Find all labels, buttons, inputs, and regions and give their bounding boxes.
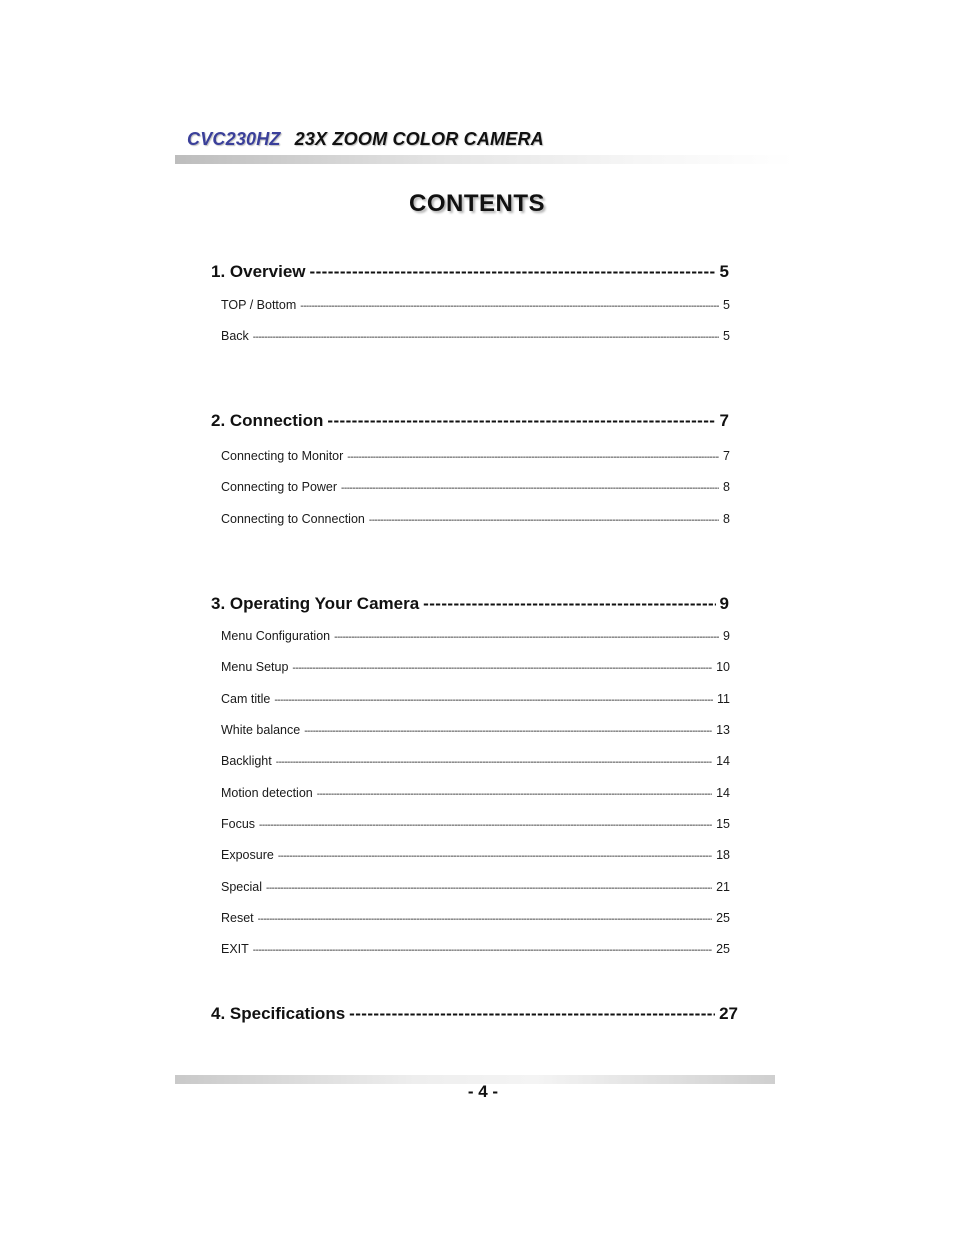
toc-section-overview [211, 262, 729, 282]
toc-item [221, 692, 730, 706]
toc-item-page: 7 [723, 449, 730, 463]
toc-section-label: 4. Specifications [211, 1004, 346, 1023]
page-title: CONTENTS [409, 190, 545, 217]
toc-item [221, 329, 730, 343]
toc-item-page: 14 [716, 754, 730, 768]
toc-leader [304, 726, 712, 737]
toc-item-page: 13 [716, 723, 730, 737]
toc-section-connection [211, 411, 729, 431]
toc-leader [317, 789, 712, 800]
toc-item [221, 942, 730, 956]
toc-item-label: TOP / Bottom [221, 298, 297, 312]
toc-leader [259, 820, 712, 831]
toc-item-label: Connecting to Monitor [221, 449, 344, 463]
document-header [187, 129, 544, 150]
toc-item-page: 15 [716, 817, 730, 831]
page-number: - 4 - [467, 1082, 499, 1101]
toc-section-label: 2. Connection [211, 411, 324, 430]
toc-item-page: 25 [716, 942, 730, 956]
toc-item [221, 629, 730, 643]
toc-item [221, 817, 730, 831]
toc-item-page: 21 [716, 880, 730, 894]
toc-item-label: Menu Configuration [221, 629, 331, 643]
toc-item [221, 449, 730, 463]
toc-item-label: Focus [221, 817, 256, 831]
toc-item-label: EXIT [221, 942, 249, 956]
toc-item-label: Back [221, 329, 249, 343]
toc-item-label: Connecting to Connection [221, 512, 365, 526]
toc-leader [274, 695, 713, 706]
toc-item [221, 660, 730, 674]
toc-item [221, 911, 730, 925]
toc-leader [423, 594, 715, 614]
toc-leader [369, 515, 719, 526]
toc-leader [276, 757, 712, 768]
toc-item-label: Exposure [221, 848, 274, 862]
toc-section-page: 7 [719, 411, 729, 430]
product-name: 23X ZOOM COLOR CAMERA [294, 129, 544, 149]
toc-item-label: Motion detection [221, 786, 313, 800]
toc-leader [334, 632, 719, 643]
toc-section-label: 1. Overview [211, 262, 306, 281]
toc-item-page: 8 [723, 480, 730, 494]
toc-leader [349, 1004, 715, 1024]
toc-item [221, 786, 730, 800]
toc-item-label: Connecting to Power [221, 480, 338, 494]
toc-item [221, 298, 730, 312]
toc-item [221, 723, 730, 737]
toc-item-page: 14 [716, 786, 730, 800]
toc-item-page: 18 [716, 848, 730, 862]
toc-item-page: 9 [723, 629, 730, 643]
toc-section-page: 27 [719, 1004, 738, 1023]
toc-section-page: 5 [719, 262, 729, 281]
toc-item-label: Cam title [221, 692, 271, 706]
toc-leader [292, 663, 712, 674]
toc-section-specifications [211, 1004, 738, 1024]
toc-item [221, 754, 730, 768]
toc-item-page: 10 [716, 660, 730, 674]
toc-item-label: White balance [221, 723, 301, 737]
toc-leader [253, 332, 719, 343]
toc-item-label: Menu Setup [221, 660, 289, 674]
header-rule [175, 155, 795, 164]
toc-section-page: 9 [719, 594, 729, 613]
toc-leader [253, 945, 712, 956]
toc-item-label: Special [221, 880, 262, 894]
toc-item [221, 512, 730, 526]
toc-leader [266, 883, 712, 894]
toc-item [221, 848, 730, 862]
toc-section-operating [211, 594, 729, 614]
toc-leader [347, 452, 719, 463]
toc-item [221, 480, 730, 494]
toc-section-label: 3. Operating Your Camera [211, 594, 420, 613]
toc-item-page: 25 [716, 911, 730, 925]
toc-item-label: Reset [221, 911, 254, 925]
toc-item-page: 5 [723, 329, 730, 343]
toc-leader [327, 411, 715, 431]
toc-item-page: 11 [717, 692, 730, 706]
toc-item [221, 880, 730, 894]
toc-leader [341, 483, 719, 494]
toc-item-page: 5 [723, 298, 730, 312]
toc-item-page: 8 [723, 512, 730, 526]
toc-item-label: Backlight [221, 754, 272, 768]
toc-leader [300, 301, 719, 312]
toc-leader [310, 262, 716, 282]
toc-leader [258, 914, 712, 925]
model-name: CVC230HZ [187, 129, 281, 149]
toc-leader [278, 851, 712, 862]
